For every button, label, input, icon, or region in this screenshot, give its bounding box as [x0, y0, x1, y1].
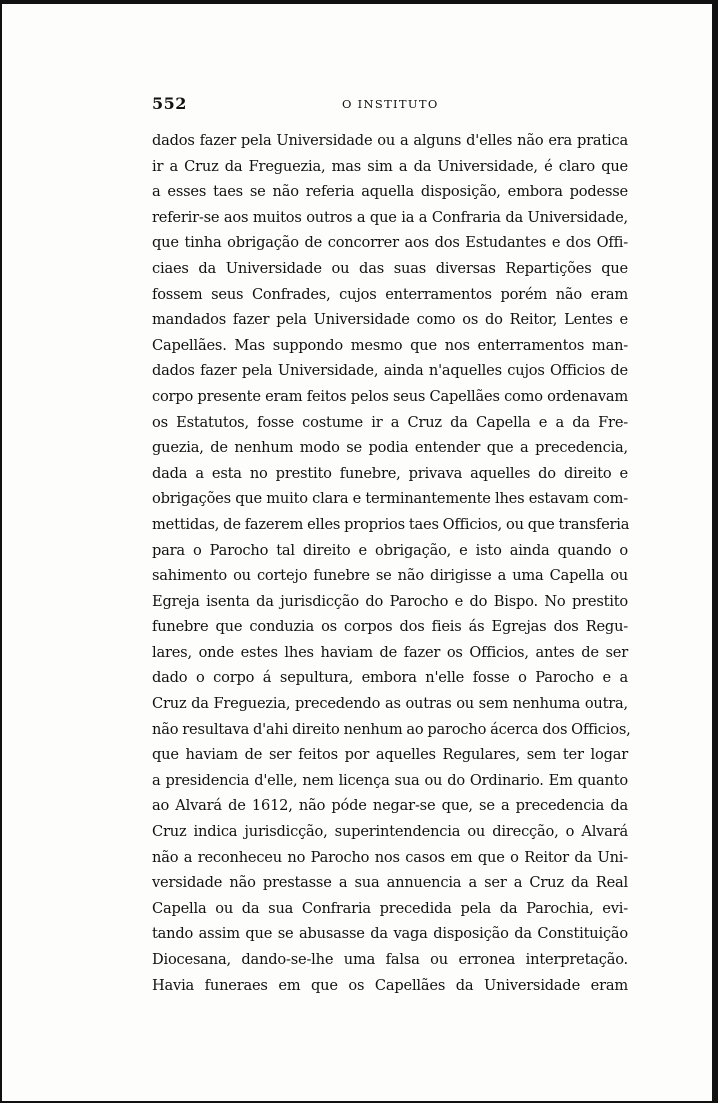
text-line: dados fazer pela Universidade, ainda n'aquelles cujos Officios de — [152, 362, 628, 380]
text-line: ciaes da Universidade ou das suas diversas Repartições que — [152, 259, 628, 277]
text-line: para o Parocho tal direito e obrigação, e isto ainda quando o — [152, 541, 628, 559]
text-line: que haviam de ser feitos por aquelles Regulares, sem ter logar — [152, 746, 628, 764]
text-line: lares, onde estes lhes haviam de fazer os Officios, antes de ser — [152, 643, 628, 661]
text-line: versidade não prestasse a sua annuencia a ser a Cruz da Real — [152, 874, 628, 892]
text-line: Cruz indica jurisdicção, superintendencia ou direcção, o Alvará — [152, 823, 628, 841]
page-header — [152, 94, 628, 118]
text-line: que tinha obrigação de concorrer aos dos Estudantes e dos Offi- — [152, 234, 628, 252]
text-line: referir-se aos muitos outros a que ia a Confraria da Universidade, — [152, 208, 628, 226]
page-number: 552 — [152, 94, 187, 113]
body-text — [152, 128, 631, 998]
text-line: não resultava d'ahi direito nenhum ao parocho ácerca dos Officios, — [152, 720, 631, 738]
text-line: tando assim que se abusasse da vaga disposição da Constituição — [152, 925, 628, 943]
text-line: fossem seus Confrades, cujos enterramentos porém não eram — [152, 285, 628, 303]
text-line: guezia, de nenhum modo se podia entender que a precedencia, — [152, 439, 628, 457]
text-line: obrigações que muito clara e terminantemente lhes estavam com- — [152, 490, 628, 508]
text-line: mettidas, de fazerem elles proprios taes Officios, ou que transferia — [152, 515, 630, 533]
text-line: dados fazer pela Universidade ou a alguns d'elles não era pratica — [152, 132, 628, 149]
running-title: O INSTITUTO — [342, 97, 439, 111]
text-line: a presidencia d'elle, nem licença sua ou do Ordinario. Em quanto — [152, 771, 628, 789]
text-line: Diocesana, dando-se-lhe uma falsa ou erronea interpretação. — [152, 951, 628, 968]
text-line: mandados fazer pela Universidade como os do Reitor, Lentes e — [152, 311, 628, 329]
text-line: dado o corpo á sepultura, embora n'elle fosse o Parocho e a — [152, 669, 628, 687]
text-line: ir a Cruz da Freguezia, mas sim a da Universidade, é claro que — [152, 157, 628, 175]
text-line: funebre que conduzia os corpos dos fieis ás Egrejas dos Regu- — [152, 618, 628, 636]
text-line: Capellães. Mas suppondo mesmo que nos enterramentos man- — [152, 336, 628, 354]
text-line: Egreja isenta da jurisdicção do Parocho e do Bispo. No prestito — [152, 592, 628, 610]
text-line: Capella ou da sua Confraria precedida pela da Parochia, evi- — [152, 899, 628, 917]
text-line: os Estatutos, fosse costume ir a Cruz da Capella e a da Fre- — [152, 413, 628, 431]
text-line: Cruz da Freguezia, precedendo as outras ou sem nenhuma outra, — [152, 695, 628, 713]
text-line: a esses taes se não referia aquella disposição, embora podesse — [152, 183, 628, 201]
text-line: ao Alvará de 1612, não póde negar-se que, se a precedencia da — [152, 797, 628, 815]
text-line: não a reconheceu no Parocho nos casos em que o Reitor da Uni- — [152, 848, 628, 866]
text-line: corpo presente eram feitos pelos seus Capellães como ordenavam — [152, 387, 628, 405]
text-line: sahimento ou cortejo funebre se não dirigisse a uma Capella ou — [152, 567, 628, 585]
text-line: Havia funeraes em que os Capellães da Universidade eram — [152, 976, 628, 994]
text-line: dada a esta no prestito funebre, privava aquelles do direito e — [152, 464, 628, 482]
